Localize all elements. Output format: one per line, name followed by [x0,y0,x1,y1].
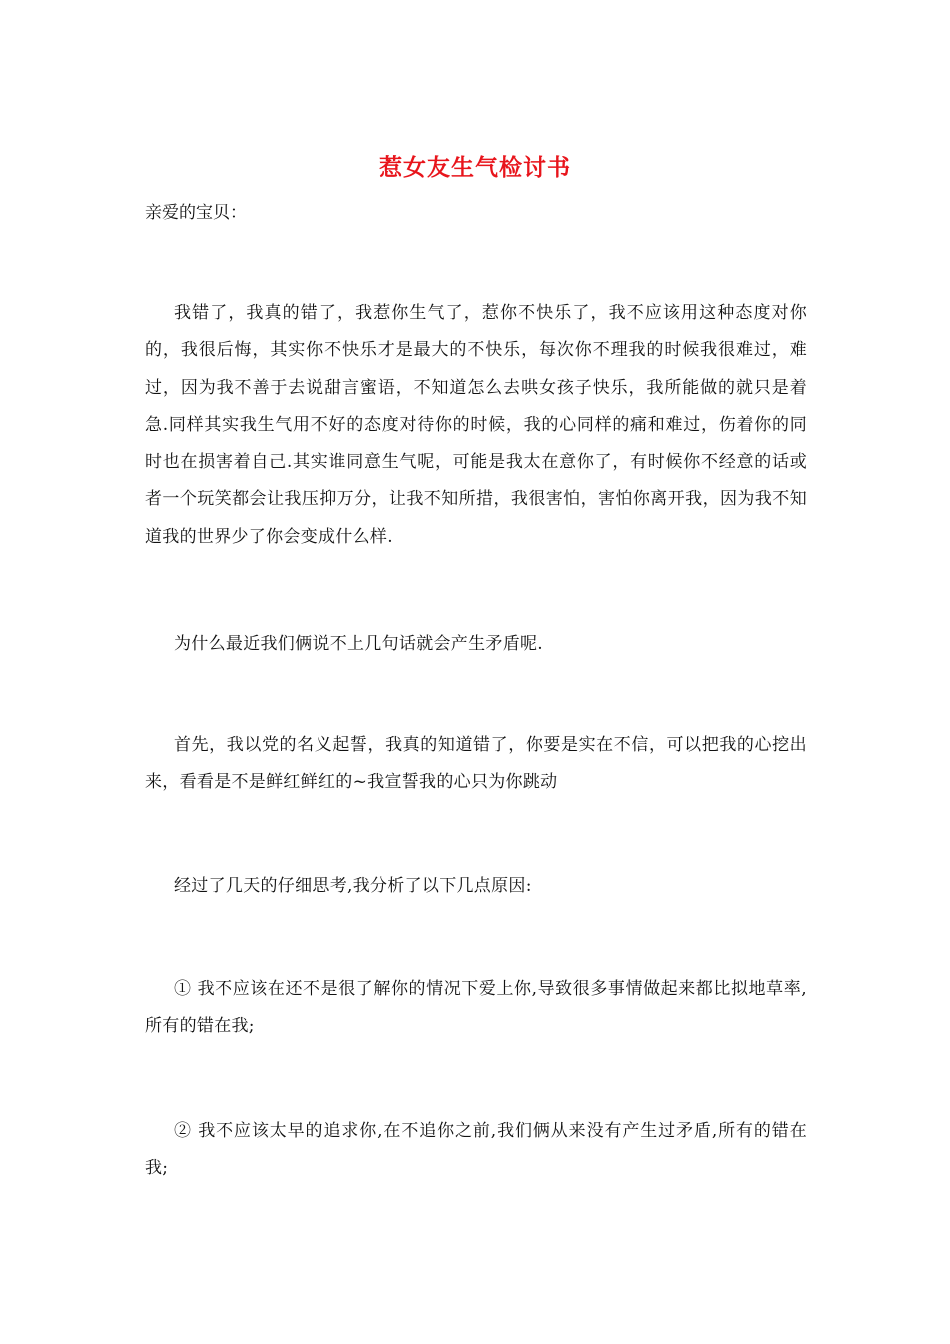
paragraph-reason-2: ② 我不应该太早的追求你,在不追你之前,我们俩从来没有产生过矛盾,所有的错在我; [145,1121,807,1179]
salutation: 亲爱的宝贝： [145,203,247,223]
paragraph-apology: 我错了，我真的错了，我惹你生气了，惹你不快乐了，我不应该用这种态度对你的，我很后悔，其实你不快乐才是最大的不快乐，每次你不理我的时候我很难过，难过，因为我不善于去说甜言蜜语，不知道怎么去哄女孩子快乐，我所能做的就只是着急.同样其实我生气用不好的态度对待你的时候，我的心同样的痛和难过，伤着你的同时也在损害着自己.其实谁同意生气呢，可能是我太在意你了，有时候你不经意的话或者一个玩笑都会让我压抑万分，让我不知所措，我很害怕，害怕你离开我，因为我不知道我的世界少了你会变成什么样. [145,303,807,547]
paragraph-reason-1: ① 我不应该在还不是很了解你的情况下爱上你,导致很多事情做起来都比拟地草率,所有的错在我; [145,979,807,1037]
paragraph-reasons-intro: 经过了几天的仔细思考,我分析了以下几点原因: [174,876,532,896]
paragraph-question: 为什么最近我们俩说不上几句话就会产生矛盾呢. [174,634,544,654]
document-title: 惹女友生气检讨书 [379,154,571,181]
paragraph-oath: 首先，我以党的名义起誓，我真的知道错了，你要是实在不信，可以把我的心挖出来，看看是不是鲜红鲜红的~我宣誓我的心只为你跳动 [145,735,807,793]
